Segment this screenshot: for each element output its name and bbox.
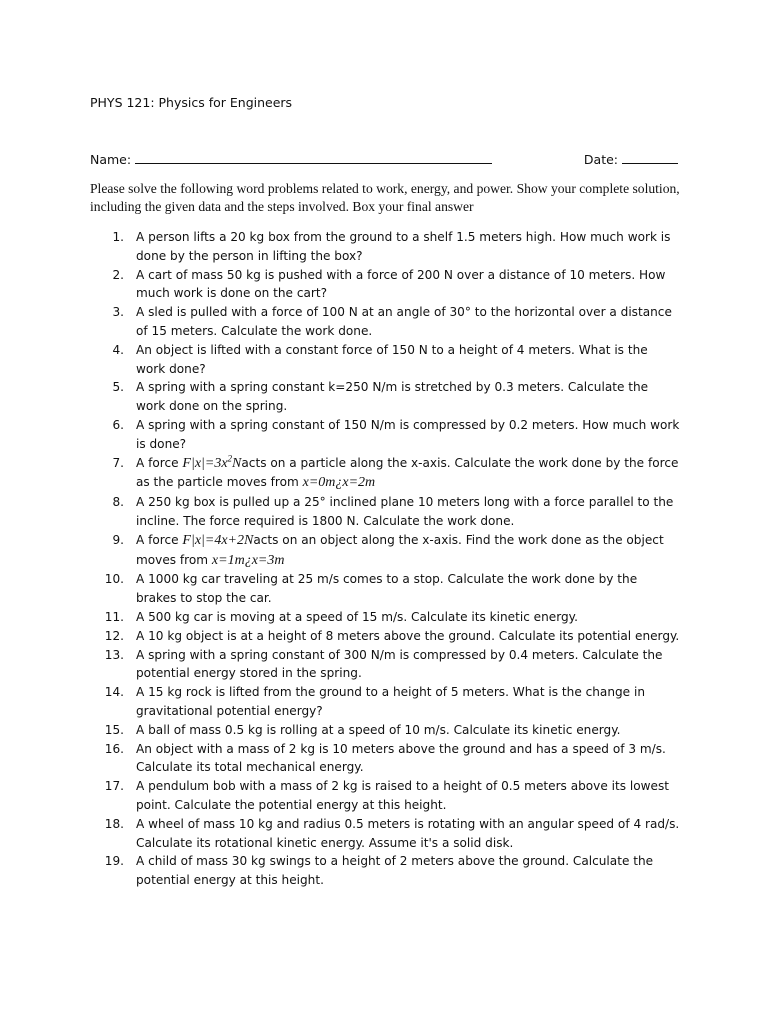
- problem-item: [90, 721, 680, 740]
- position-range: x=1m¿x=3m: [211, 552, 285, 568]
- problem-text: A 1000 kg car traveling at 25 m/s comes to a stop. Calculate the work done by the brakes to stop the car.: [136, 572, 638, 606]
- date-blank-line: [622, 151, 678, 164]
- problem-item: [90, 570, 680, 608]
- problem-text: A spring with a spring constant k=250 N/m is stretched by 0.3 meters. Calculate the work done on the spring.: [136, 380, 649, 414]
- problem-number: 3.: [112, 305, 124, 320]
- problem-item: [90, 777, 680, 815]
- problem-item: [90, 266, 680, 304]
- problem-number: 9.: [112, 532, 124, 547]
- problem-item: [90, 228, 680, 266]
- problem-text: A 15 kg rock is lifted from the ground to a height of 5 meters. What is the change in gravitational potential energy?: [136, 685, 645, 718]
- force-equation-unit: N: [232, 455, 242, 471]
- date-label: Date:: [583, 152, 619, 167]
- problem-text: A person lifts a 20 kg box from the ground to a shelf 1.5 meters high. How much work is done by the person in lifting the box?: [136, 230, 671, 263]
- name-label: Name:: [90, 152, 132, 167]
- problem-text: A sled is pulled with a force of 100 N at an angle of 30° to the horizontal over a distance of 15 meters. Calculate the work done.: [136, 305, 672, 338]
- problem-number: 18.: [104, 816, 124, 831]
- problem-number: 13.: [104, 647, 124, 662]
- problem-item: [90, 454, 680, 494]
- problem-item: [90, 493, 680, 531]
- problem-text: A wheel of mass 10 kg and radius 0.5 meters is rotating with an angular speed of 4 rad/s. Calculate its rotational kinetic energy. Assume it's a solid disk.: [136, 816, 680, 850]
- problem-text: A cart of mass 50 kg is pushed with a force of 200 N over a distance of 10 meters. How much work is done on the cart?: [136, 267, 666, 301]
- problem-list: [90, 228, 680, 890]
- problem-number: 16.: [104, 741, 124, 756]
- problem-number: 17.: [104, 779, 124, 794]
- position-range: x=0m¿x=2m: [302, 475, 376, 491]
- problem-item: [90, 341, 680, 379]
- problem-item: [90, 378, 680, 416]
- problem-number: 4.: [112, 342, 124, 357]
- problem-number: 7.: [112, 455, 124, 470]
- force-equation: F|x|=4x+2N: [182, 532, 254, 548]
- problem-number: 1.: [112, 230, 124, 244]
- problem-text: A spring with a spring constant of 300 N/m is compressed by 0.4 meters. Calculate the potential energy stored in the spring.: [136, 647, 663, 681]
- problem-item: [90, 815, 680, 853]
- problem-number: 14.: [104, 685, 124, 700]
- instructions: Please solve the following word problems related to work, energy, and power. Show your complete solution, including the given data and the steps involved. Box your final answer: [90, 181, 680, 214]
- problem-text-mid: acts on a particle along the x-axis. Calculate the work done by the force as the particle moves from: [136, 455, 679, 490]
- problem-item: [90, 416, 680, 454]
- problem-text-pre: A force: [136, 455, 183, 470]
- problem-text: An object with a mass of 2 kg is 10 meters above the ground and has a speed of 3 m/s. Calculate its total mechanical energy.: [136, 741, 666, 775]
- problem-number: 19.: [104, 854, 124, 869]
- problem-text: A pendulum bob with a mass of 2 kg is raised to a height of 0.5 meters above its lowest point. Calculate the potential energy at this height.: [136, 779, 669, 812]
- problem-item: [90, 627, 680, 646]
- problem-text-pre: A force: [136, 532, 183, 547]
- problem-item: [90, 646, 680, 684]
- problem-text-mid: acts on an object along the x-axis. Find the work done as the object moves from: [136, 532, 664, 567]
- problem-item: [90, 740, 680, 778]
- problem-number: 10.: [104, 572, 124, 587]
- problem-text: A child of mass 30 kg swings to a height of 2 meters above the ground. Calculate the potential energy at this height.: [136, 854, 654, 888]
- name-blank-line: [135, 151, 492, 164]
- problem-number: 12.: [104, 628, 124, 643]
- problem-text: A 10 kg object is at a height of 8 meters above the ground. Calculate its potential energy.: [136, 628, 680, 643]
- force-equation: [182, 452, 242, 471]
- problem-text: An object is lifted with a constant force of 150 N to a height of 4 meters. What is the work done?: [136, 342, 648, 376]
- force-equation-base: F|x|=3x: [182, 455, 228, 471]
- problem-item: [90, 531, 680, 571]
- course-title: PHYS 121: Physics for Engineers: [90, 95, 293, 110]
- problem-item: [90, 852, 680, 890]
- problem-number: 2.: [112, 267, 124, 282]
- problem-text: A 500 kg car is moving at a speed of 15 m/s. Calculate its kinetic energy.: [136, 609, 578, 624]
- problem-number: 15.: [104, 722, 124, 737]
- problem-number: 5.: [112, 380, 124, 395]
- problem-text: A ball of mass 0.5 kg is rolling at a speed of 10 m/s. Calculate its kinetic energy.: [136, 722, 621, 737]
- problem-number: 6.: [112, 417, 124, 432]
- problem-item: [90, 303, 680, 341]
- problem-number: 11.: [104, 609, 124, 624]
- force-equation-exponent: 2: [227, 452, 233, 463]
- problem-number: 8.: [112, 495, 124, 510]
- date-field: [584, 151, 678, 167]
- problem-text: A spring with a spring constant of 150 N/m is compressed by 0.2 meters. How much work is done?: [136, 417, 680, 451]
- problem-item: [90, 683, 680, 721]
- problem-item: [90, 608, 680, 627]
- name-field: [90, 151, 492, 167]
- problem-text: A 250 kg box is pulled up a 25° inclined plane 10 meters long with a force parallel to the incline. The force required is 1800 N. Calculate the work done.: [136, 495, 674, 528]
